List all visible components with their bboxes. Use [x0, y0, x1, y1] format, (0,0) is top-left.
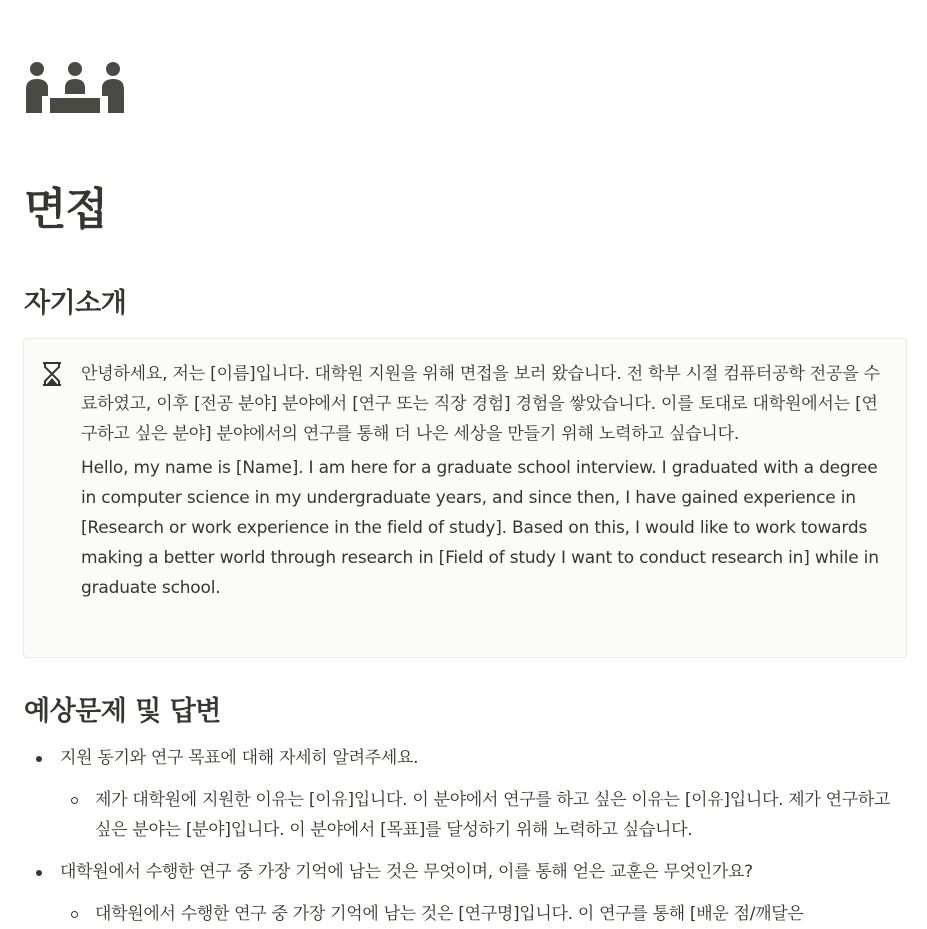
qa-list [0, 743, 927, 929]
page-title: 면접 [24, 184, 108, 235]
hourglass-icon [41, 361, 63, 387]
intro-callout [23, 338, 907, 658]
intro-korean-text: 안녕하세요, 저는 [이름]입니다. 대학원 지원을 위해 면접을 보러 왔습니다. 전 학부 시절 컴퓨터공학 전공을 수료하였고, 이후 [전공 분야] 분야에서 [연구 또는 직장 경험] 경험을 쌓았습니다. 이를 토대로 대학원에서는 [연구하고 싶은 분야] 분야에서의 연구를 통해 더 나은 세상을 만들기 위해 노력하고 싶습니다. [81, 364, 880, 444]
answer-item: 대학원에서 수행한 연구 중 가장 기억에 남는 것은 [연구명]입니다. 이 연구를 통해 [배운 점/깨달은 [0, 899, 927, 929]
answer-item: 제가 대학원에 지원한 이유는 [이유]입니다. 이 분야에서 연구를 하고 싶은 이유는 [이유]입니다. 제가 연구하고 싶은 분야는 [분야]입니다. 이 분야에서 [목표]를 달성하기 위해 노력하고 싶습니다. [0, 785, 927, 845]
qa-heading: 예상문제 및 답변 [24, 696, 221, 727]
intro-english-text: Hello, my name is [Name]. I am here for a graduate school interview. I graduated with a degree in computer science in my undergraduate years, and since then, I have gained experience in [Research or work experience in the field of study]. Based on this, I would like to work towards making a better world through research in [Field of study I want to conduct research in] while in graduate school. [81, 458, 879, 598]
intro-heading: 자기소개 [24, 288, 127, 319]
question-item: 대학원에서 수행한 연구 중 가장 기억에 남는 것은 무엇이며, 이를 통해 얻은 교훈은 무엇인가요? [0, 857, 927, 887]
question-item: 지원 동기와 연구 목표에 대해 자세히 알려주세요. [0, 743, 927, 773]
people-meeting-icon [25, 60, 125, 114]
